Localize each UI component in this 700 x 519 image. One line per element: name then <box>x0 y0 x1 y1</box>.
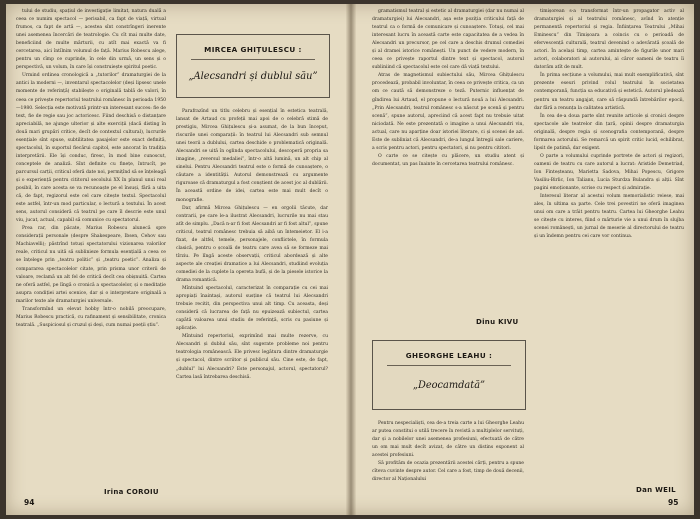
signature-irina-coroiu: Irina COROIU <box>104 488 159 496</box>
left-page-column-2 <box>176 108 328 480</box>
review-header-leahu <box>372 340 526 410</box>
review-author: MIRCEA GHIȚULESCU : <box>204 45 302 54</box>
paragraph: Urmind ordinea cronologică a „tutorilor” dramaturgiei de la antici la moderni —, inventarul spectacolelor (deși lipsesc unele momente de referință) stabilește o originală tablă de valori, în ceea ce privește repertoriul teatrului românesc în perioada 1950—1980. Selecția este motivată printr-un interesant succes: fie de text, fie de regie sau joc actoricesc. Fiind deschisă o distanțare apreciabilă, ne ajunge ulterior și alte exerciții (dacă disting în două mari grupări critice, decît de contextul cultural), lucrurile esențiale sînt spuse, subtilitatea pasajelor este exact definită, spectacolul, în suportul fiecărui capitol, este ancorat în tradiția interpretării. Ele își conduc, firesc, în mod bine cunoscut, conceptele de analiză. Sînt definite cu finețe, întrucît, pe parcursul carții, criticul oferă date noi, permițînd să se înțeleagă și o experiență pentru cititorul secolului XX în planul unui real posibil, în care acesta se va recunoaște pe el însuși, fără a uita că, de fapt, regizorul este cel care citește textul. Spectacolul este astfel, într-un mod particular, o lectură a textului. În acest sens, autorul consideră că teatrul pe care îl descrie este unul viu, jucat, actual, capabil să comunice cu spectatorul. <box>16 73 166 224</box>
paragraph: Să profităm de ocazia prezentării acestei cărți, pentru a spune cîteva cuvinte despre autor. Cel care a fost, timp de două decenii, director al Naționalului <box>372 461 524 483</box>
magazine-spread <box>6 4 694 515</box>
right-page-column-2 <box>534 8 684 482</box>
paragraph: Pentru nespecialiști, cea de-a treia carte a lui Gheorghe Leahu ar putea constitui o utilă trecere în revistă a multiplelor servituți, dar și a nobilelor unei asemenea profesiuni, efectuată de către un om mai mult decît avizat, de către un distins exponent al acestei profesiuni. <box>372 421 524 459</box>
paragraph: tului de studiu, spațiul de investigație limitat, natura dualã a ceea ce numim spectacol — perisabil, ca fapt de viață, virtual frumos, ca fapt de artă —, acestea sînt constrîngeri inerente unei asemenea încercări de teatrologie. Cu cît mai multe date, beneficiind de multe mărturii, cu atît mai exactă va fi cercetarea, aici întîlnim volumul de față. Marius Robescu alege, pentru un cîmp ce cuprinde, în cele din urmă, un sens și o perspectivă, un volum, în care își construiește spiritul poetic. <box>16 9 166 71</box>
review-header-ghitulescu <box>176 34 330 98</box>
right-page-column-1 <box>372 8 524 308</box>
paragraph: Transformînd un elevat hobby într-o nobilă preocupare, Marius Robescu practică, cu rafinament și sensibilitate, cronica teatrală. „Suspiciosul și cruzul și deși, cum numai poeții știu”. <box>16 306 166 328</box>
right-page-column-1-lower <box>372 420 524 486</box>
paragraph: Mîntuind repertoriul, exprimînd mai multe rezerve, cu Alecsandri și dublul său, sînt sugerate probleme noi pentru teatrologia românească. Ele privesc legătura dintre dramaturgie și spectacol, dintre scriitor și publicul său. Cine este, de fapt, „dublul” lui Alecsandri? Este personajul, actorul, spectatorul? Cartea lasă întrebarea deschisă. <box>176 334 328 380</box>
page-number-right: 95 <box>668 498 679 507</box>
page-number-left: 94 <box>24 498 35 507</box>
paragraph: Atras de magnetismul subiectului său, Mircea Ghițulescu procedează, probabil involuntar, în ceea ce privește critica, ca un om ce caută să demonstreze o teză. Puternic influențat de gîndirea lui Artaud, el propune o lectură nouă a lui Alecsandri. „Prin Alecsandri, teatrul românesc s-a născut pe scenă și pentru scenă”, spune autorul, apreciind că acest fapt nu trebuie uitat niciodată. Ne este prezentată o imagine a unui Alecsandri viu, actual, care nu aparține doar istoriei literare, ci și scenei de azi. Este de subliniat că Alecsandri, de-a lungul întregii sale cariere, a scris pentru actori, pentru spectatori, și nu pentru cititori. <box>372 73 524 151</box>
book-gutter <box>346 4 356 515</box>
review-title: „Alecsandri și dublul său” <box>188 71 318 82</box>
paragraph: Mîntuind spectacolul, caracterizat în comparație cu cei mai apropiați înaintași, autorul susține că teatrul lui Alecsandri trebuie recitit, din perspectiva unui alt timp. Cu aceasta, deși consideră că lucrarea de față nu epuizează subiectul, cartea capătă valoarea unui studiu de referință, scris cu pasiune și aplicație. <box>176 286 328 332</box>
paragraph: Dar, afirmă Mircea Ghițulescu — en orgolii tăcute, dar contrarii, pe care le-a ilustrat Alecsandri, lucrurile nu mai stau atît de simplu. „Dacă n-ar fi fost Alecsandri ar fi fost altul”, spune criticul, teatrul românesc trebuia să aibă un întemeietor. El i-a fixat, de altfel, temele, personajele, conflictele, în formula clasică, pentru o școală de teatru care avea să se formeze mai tîrziu. Pe lîngă aceste observații, criticul abordează și alte aspecte ale creației dramatice a lui Alecsandri, studiind evoluția comediei de la cuplete la opereta bufă, și de la piesele istorice la drama romantică. <box>176 205 328 283</box>
paragraph: În cea de-a doua parte sînt reunite articole și cronici despre spectacole ale teatrelor din țară, opinii despre dramaturgia originală, despre regia și scenografia contemporană, despre formarea actorului. Se remarcă un spirit critic lucid, echilibrat, lipsit de patimă, dar exigent. <box>534 113 684 151</box>
paragraph: gramatismul teatral și estetic al dramaturgiei (dar nu numai al dramaturgiei) lui Alecsandri, așa este poziția criticului față de teatrul ca o formă de comunicare și cunoaștere. Totuși, cel mai interesant lucru în această carte este capacitatea de a vedea în Alecsandri un precursor, pe cel care a deschis drumul comediei și al dramei istorice românești. Un punct de vedere modern, în ceea ce privește raportul dintre text și spectacol, autorul subliniind că spectacolul este cel care dă viață textului. <box>372 9 524 71</box>
paragraph: În prima secțiune a volumului, mai mult exemplificativă, sînt prezente eseuri privind rolul teatrului în societatea contemporană, funcția sa educativă și estetică. Autorul pledează pentru un teatru angajat, care să răspundă întrebărilor epocii, dar fără a renunța la calitatea artistică. <box>534 73 684 111</box>
signature-dan-weil: Dan WEIL <box>636 486 676 494</box>
paragraph: Prea rar, din păcate, Marius Robescu alunecă spre considerații personale (despre Shakespeare, Ibsen, Cehov sau Machiavelli); păstrînd totuși spectatorului vizionarea valorilor reale, criticul nu uită să sublinieze formula esențială a ceea ce se înțelege prin „teatru politic” și „teatru poetic”. Analiza și compararea spectacolelor citate, prin prisma unor criterii de valoare, reclamă un alt fel de critică decît cea obișnuită. Cartea ne oferă astfel, pe lîngă o cronică a spectacolelor, și o meditație asupra condiției artei scenice, dar și o interpretare originală a marilor texte ale dramaturgiei universale. <box>16 226 166 304</box>
paragraph: O parte a volumului cuprinde portrete de actori și regizori, oameni de teatru cu care autorul a lucrat: Aristide Demetriad, Ion Finteșteanu, Marietta Sadova, Mihai Popescu, Grigore Vasiliu-Birlic, Ion Talianu, Lucia Sturdza Bulandra și alții. Sînt pagini emoționante, scrise cu respect și admirație. <box>534 153 684 192</box>
paragraph: timișorean s-a transformat într-un propagator activ al dramaturgiei și al teatrului românesc, avînd în atenție permanentă repertoriul și regia. Înființarea Teatrului „Mihai Eminescu” din Timișoara a coincis cu o perioadă de efervescență culturală, teatrul devenind o adevărată școală de actori. În același timp, cartea amintește de figurile unor mari actori, colaboratori ai autorului, ai căror oameni de teatru îi datorăm atît de mult. <box>534 9 684 71</box>
review-author: GHEORGHE LEAHU : <box>405 351 493 360</box>
divider <box>191 59 315 60</box>
paragraph: Interesul literar al acestui volum memorialistic reiese, mai ales, în ultima sa parte. Cele trei povestiri ne oferă imaginea unui om care a trăit pentru teatru. Cartea lui Gheorghe Leahu se citește cu interes, fiind o mărturie vie a unui drum în slujba scenei românești, un jurnal de meserie al directorului de teatru și un îndemn pentru cei care vor continua. <box>534 194 684 240</box>
paragraph: O carte ce se citește cu plăcere, un studiu atent și documentat, un pas înainte în cercetarea teatrului românesc. <box>372 153 524 167</box>
left-page-column-1 <box>16 8 166 478</box>
signature-dinu-kivu: Dinu KIVU <box>476 318 519 326</box>
paragraph: Parafrazînd un titlu celebru și esențial în estetica teatrală, lansat de Artaud cu profeții mai apoi de o celebră stimă de prestigiu, Mircea Ghițulescu și-a asumat, de la bun început, riscurile unei comparații: în teatrul lui Alecsandri sub semnul unei teorii a dublului, cartea deschide o problematică originală. Alecsandri se uită în oglinda spectacolului, descoperă propria sa imagine, „reversul medaliei”, într-o altă lumină, un alt chip al sinelui. Pentru Alecsandri teatrul este o formă de cunoaștere, o căutare a identității. Autorul demonstrează cu argumente riguroase că dramaturgul a fost conștient de acest joc al dublării. În această ordine de idei, cartea este mai mult decît o monografie. <box>176 109 328 203</box>
review-title: „Deocamdată” <box>412 380 486 391</box>
divider <box>387 365 511 366</box>
